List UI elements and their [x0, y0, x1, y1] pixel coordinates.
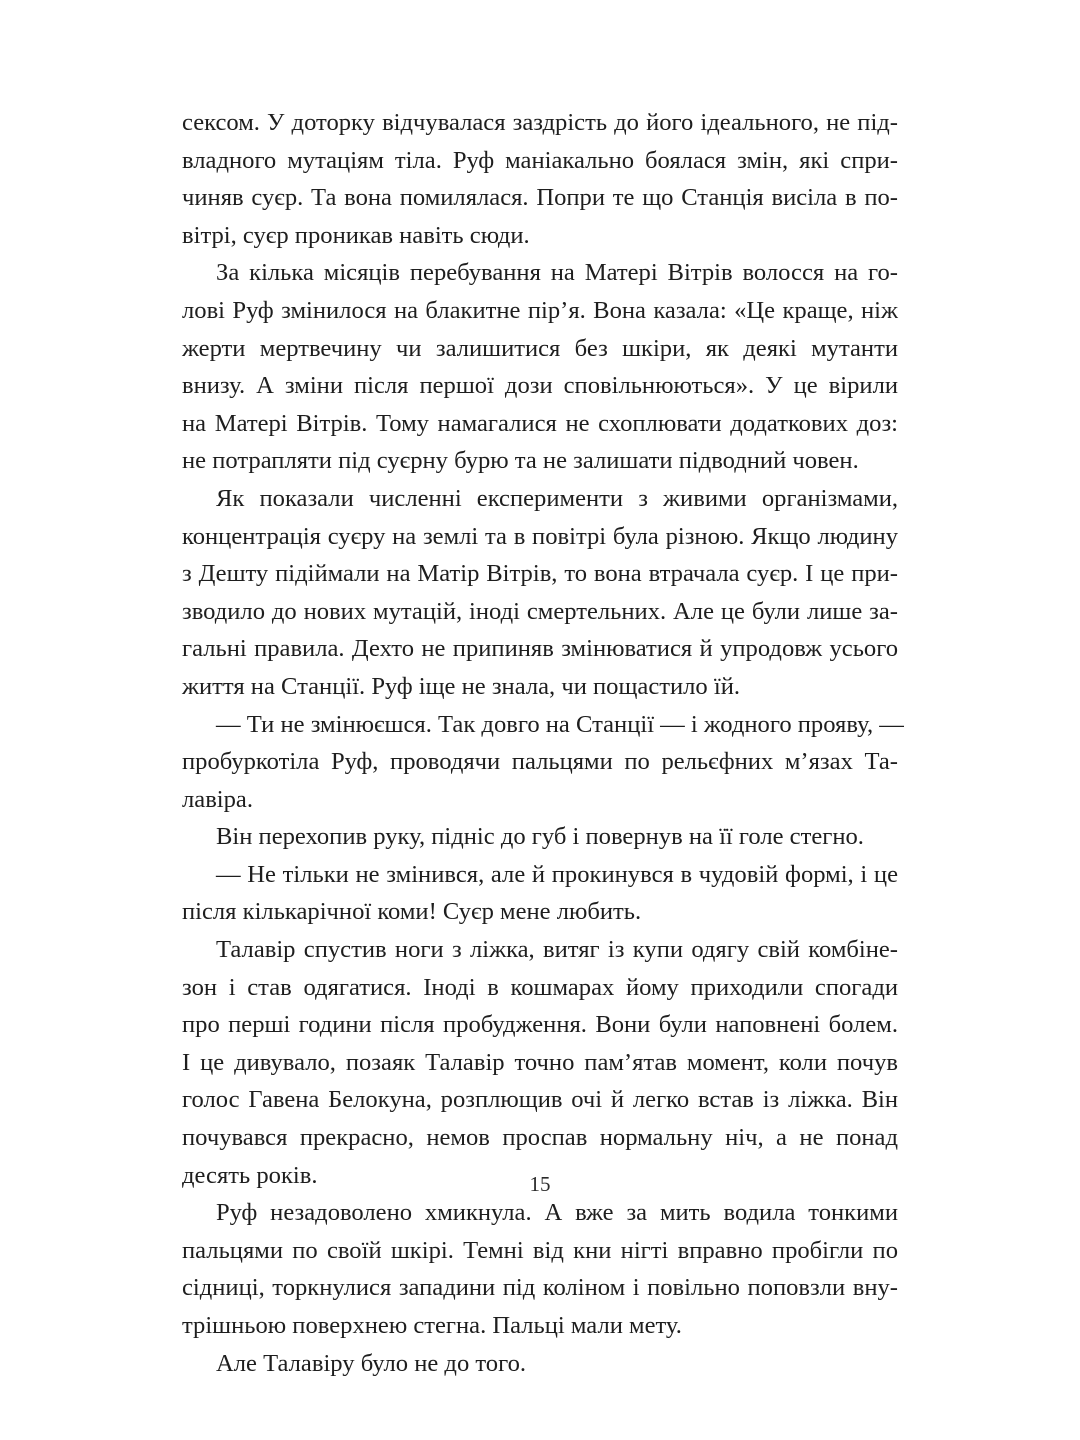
dialogue-line: — Ти не змінюєшся. Так довго на Станції — і жодного прояву, —: [216, 710, 904, 738]
text-line: лавіра.: [182, 785, 253, 813]
page-number: 15: [529, 1172, 551, 1196]
text-line: зон і став одягатися. Іноді в кошмарах йому приходили спогади: [182, 973, 898, 1001]
paragraph-first-line: Але Талавіру було не до того.: [216, 1349, 527, 1377]
text-line: про перші години після пробудження. Вони були наповнені болем.: [182, 1011, 898, 1039]
text-line: концентрація суєру на землі та в повітрі була різною. Якщо людину: [182, 522, 898, 550]
text-line: жерти мертвечину чи залишитися без шкіри, як деякі мутанти: [182, 334, 898, 362]
text-line: пальцями по своїй шкірі. Темні від кни нігті вправно пробігли по: [182, 1236, 898, 1264]
text-line: сексом. У доторку відчувалася заздрість до його ідеального, не під-: [182, 109, 898, 136]
text-line: з Дешту підіймали на Матір Вітрів, то вона втрачала суєр. І це при-: [182, 560, 898, 588]
text-line: гальні правила. Дехто не припиняв змінюватися й упродовж усього: [182, 635, 898, 663]
dialogue-line: — Не тільки не змінився, але й прокинувся в чудовій формі, і це: [216, 860, 898, 888]
paragraph-first-line: Як показали численні експерименти з живими організмами,: [216, 484, 898, 512]
text-line: не потрапляти під суєрну бурю та не залишати підводний човен.: [182, 447, 859, 475]
text-line: чиняв суєр. Та вона помилялася. Попри те що Станція висіла в по-: [182, 184, 898, 212]
text-line: вітрі, суєр проникав навіть сюди.: [182, 221, 530, 249]
text-line: лові Руф змінилося на блакитне пір’я. Вона казала: «Це краще, ніж: [182, 296, 898, 324]
text-line: десять років.: [182, 1161, 318, 1189]
text-line: сідниці, торкнулися западини під коліном і повільно поповзли вну-: [182, 1274, 898, 1302]
text-line: зводило до нових мутацій, іноді смертельних. Але це були лише за-: [182, 597, 898, 625]
text-line: на Матері Вітрів. Тому намагалися не схоплювати додаткових доз:: [182, 409, 898, 437]
text-line: владного мутаціям тіла. Руф маніакально боялася змін, які спри-: [182, 146, 898, 174]
text-line: внизу. А зміни після першої дози сповільнюються». У це вірили: [182, 372, 898, 400]
text-line: після кількарічної коми! Суєр мене любить.: [182, 898, 642, 926]
text-line: пробуркотіла Руф, проводячи пальцями по рельєфних м’язах Та-: [182, 748, 898, 776]
text-line: голос Гавена Белокуна, розплющив очі й легко встав із ліжка. Він: [182, 1086, 898, 1114]
text-line: почувався прекрасно, немов проспав нормальну ніч, а не понад: [182, 1124, 898, 1152]
paragraph-first-line: За кілька місяців перебування на Матері Вітрів волосся на го-: [216, 259, 898, 287]
text-line: життя на Станції. Руф іще не знала, чи пощастило їй.: [182, 672, 741, 700]
paragraph-first-line: Руф незадоволено хмикнула. А вже за мить водила тонкими: [216, 1199, 898, 1227]
paragraph-first-line: Талавір спустив ноги з ліжка, витяг із купи одягу свій комбіне-: [216, 936, 898, 964]
text-line: І це дивувало, позаяк Талавір точно пам’ятав момент, коли почув: [182, 1048, 898, 1076]
text-line: трішньою поверхнею стегна. Пальці мали мету.: [182, 1312, 682, 1339]
paragraph-first-line: Він перехопив руку, підніс до губ і повернув на її голе стегно.: [216, 823, 864, 851]
